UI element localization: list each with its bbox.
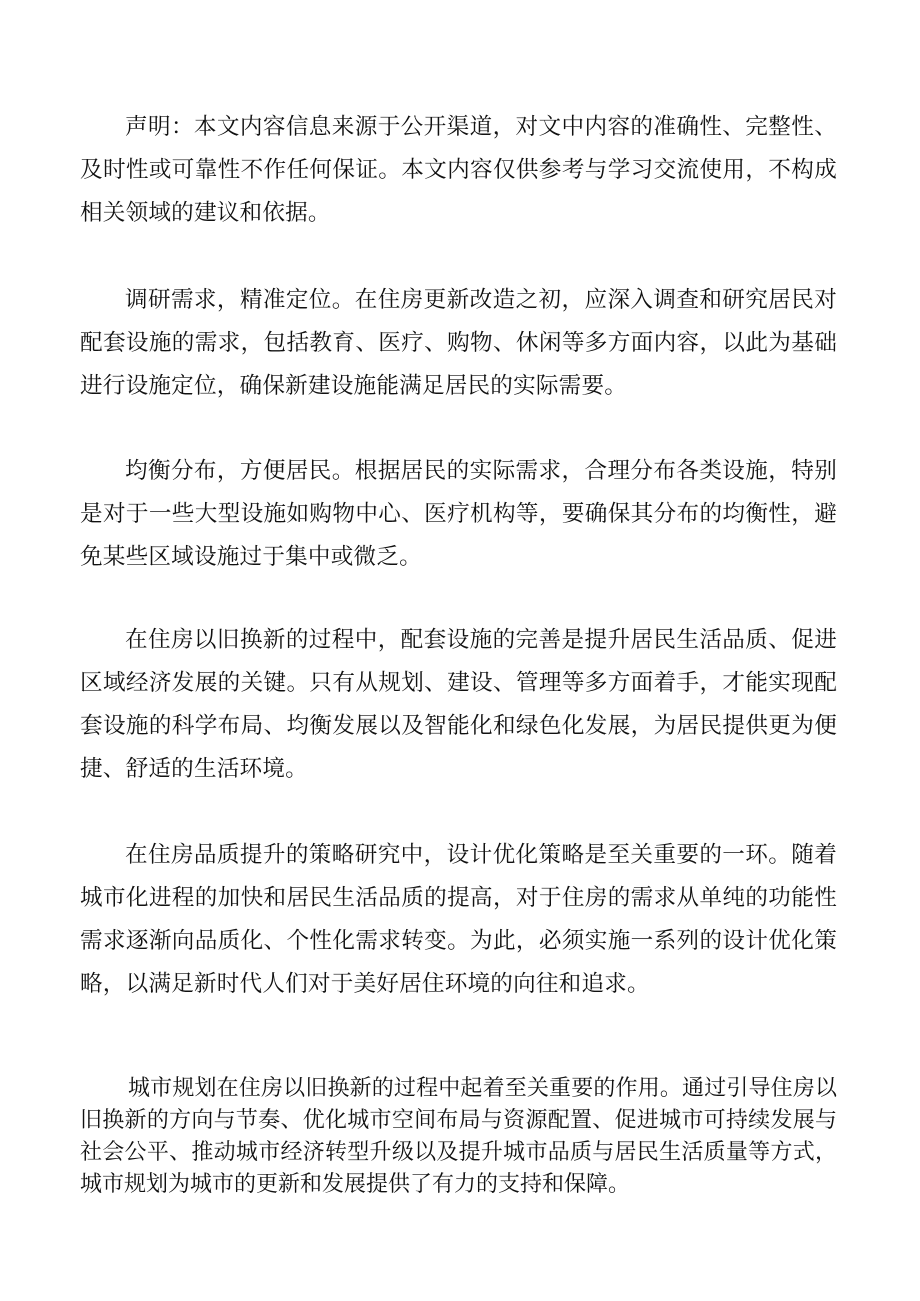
disclaimer-paragraph: 声明：本文内容信息来源于公开渠道，对文中内容的准确性、完整性、及时性或可靠性不作任何保证。本文内容仅供参考与学习交流使用，不构成相关领域的建议和依据。: [80, 114, 837, 226]
body-paragraph-balanced-distribution: 均衡分布，方便居民。根据居民的实际需求，合理分布各类设施，特别是对于一些大型设施如购物中心、医疗机构等，要确保其分布的均衡性，避免某些区域设施过于集中或微乏。: [80, 458, 837, 570]
body-paragraph-facility-improvement: 在住房以旧换新的过程中，配套设施的完善是提升居民生活品质、促进区域经济发展的关键。只有从规划、建设、管理等多方面着手，才能实现配套设施的科学布局、均衡发展以及智能化和绿色化发展，为居民提供更为便捷、舒适的生活环境。: [80, 627, 837, 782]
body-paragraph-urban-planning: 城市规划在住房以旧换新的过程中起着至关重要的作用。通过引导住房以旧换新的方向与节奏、优化城市空间布局与资源配置、促进城市可持续发展与社会公平、推动城市经济转型升级以及提升城市品质与居民生活质量等方式，城市规划为城市的更新和发展提供了有力的支持和保障。: [80, 1076, 837, 1197]
body-paragraph-research-needs: 调研需求，精准定位。在住房更新改造之初，应深入调查和研究居民对配套设施的需求，包括教育、医疗、购物、休闲等多方面内容，以此为基础进行设施定位，确保新建设施能满足居民的实际需要。: [80, 287, 837, 399]
body-paragraph-design-optimization: 在住房品质提升的策略研究中，设计优化策略是至关重要的一环。随着城市化进程的加快和居民生活品质的提高，对于住房的需求从单纯的功能性需求逐渐向品质化、个性化需求转变。为此，必须实施一系列的设计优化策略，以满足新时代人们对于美好居住环境的向往和追求。: [80, 842, 837, 997]
